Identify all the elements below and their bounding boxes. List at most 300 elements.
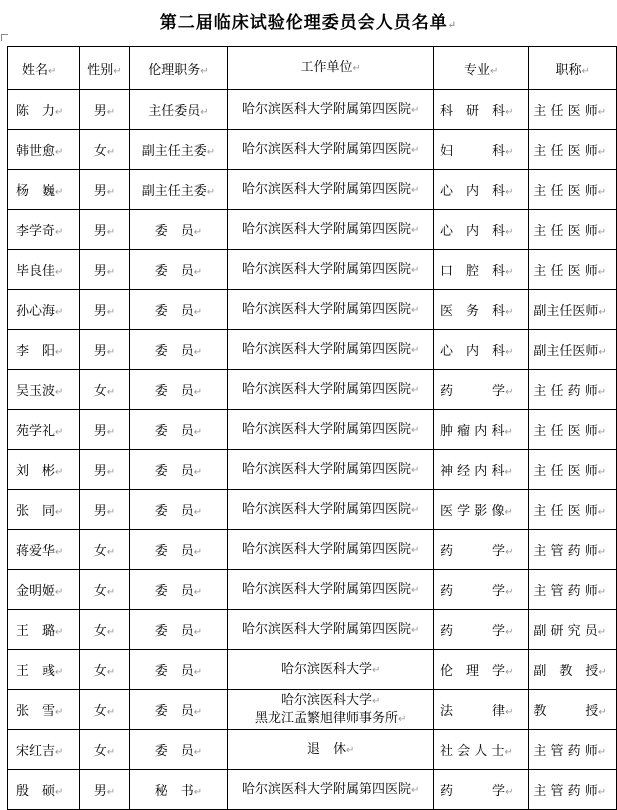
cell-title-text: 主 任 医 师 <box>533 144 598 159</box>
cell-mark: ↵ <box>193 467 203 478</box>
cell-name-text: 王 彧 <box>16 664 56 679</box>
cell-mark: ↵ <box>193 547 203 558</box>
cell-mark: ↵ <box>598 707 607 718</box>
cell-role-text: 委 员 <box>154 344 194 359</box>
cell-sex-text: 女 <box>93 744 107 759</box>
cell-name-text: 王 璐 <box>16 624 56 639</box>
cell-specialty <box>434 410 529 450</box>
cell-mark: ↵ <box>505 547 514 558</box>
cell-sex <box>80 290 129 330</box>
cell-mark: ↵ <box>193 307 203 318</box>
cell-mark: ↵ <box>505 267 514 278</box>
cell-mark: ↵ <box>505 227 514 238</box>
cell-work <box>228 570 434 610</box>
cell-work <box>228 770 434 810</box>
cell-work <box>228 730 434 770</box>
cell-name-text: 陈 力 <box>16 104 56 119</box>
cell-role-text: 委 员 <box>154 224 194 239</box>
work-unit-wrap <box>228 621 433 639</box>
cell-title-text: 主 管 药 师 <box>533 744 598 759</box>
cell-specialty <box>434 170 529 210</box>
cell-title <box>529 570 617 610</box>
cell-name-text: 苑学礼 <box>16 424 56 439</box>
cell-mark: ↵ <box>597 747 607 758</box>
cell-mark: ↵ <box>410 584 420 596</box>
cell-name <box>8 450 80 490</box>
work-unit-wrap <box>228 781 433 799</box>
cell-mark: ↵ <box>504 747 513 758</box>
table-row <box>8 530 617 570</box>
cell-name-text: 张 雪 <box>16 704 56 719</box>
cell-mark: ↵ <box>410 344 420 356</box>
cell-mark: ↵ <box>505 587 514 598</box>
work-unit-line: 哈尔滨医科大学附属第四医院 <box>241 421 411 437</box>
header-row <box>8 47 617 90</box>
cell-name-text: 蒋爱华 <box>16 544 56 559</box>
cell-specialty-text: 药 学 <box>440 584 506 599</box>
cell-mark: ↵ <box>410 304 420 316</box>
cell-mark: ↵ <box>345 744 355 756</box>
cell-mark: ↵ <box>597 587 607 598</box>
cell-title <box>529 330 617 370</box>
cell-mark: ↵ <box>106 507 116 518</box>
cell-mark: ↵ <box>106 307 116 318</box>
cell-mark: ↵ <box>598 347 607 358</box>
cell-mark: ↵ <box>597 507 607 518</box>
cell-mark: ↵ <box>193 507 203 518</box>
cell-mark: ↵ <box>410 504 420 516</box>
table-row <box>8 770 617 810</box>
cell-title-text: 主 任 药 师 <box>533 384 598 399</box>
cell-title-text: 副 教 授 <box>533 664 599 679</box>
cell-role <box>129 210 228 250</box>
cell-mark: ↵ <box>410 464 420 476</box>
cell-mark: ↵ <box>55 707 64 718</box>
cell-mark: ↵ <box>505 787 514 798</box>
cell-mark: ↵ <box>504 427 513 438</box>
cell-specialty-text: 药 学 <box>440 624 506 639</box>
cell-specialty-text: 伦 理 学 <box>440 664 506 679</box>
header-work-text: 工作单位 <box>300 60 353 75</box>
cell-sex-text: 女 <box>93 584 107 599</box>
cell-mark: ↵ <box>597 627 607 638</box>
cell-mark: ↵ <box>193 227 203 238</box>
cell-title-text: 主 任 医 师 <box>533 184 598 199</box>
cell-mark: ↵ <box>106 427 116 438</box>
cell-specialty <box>434 530 529 570</box>
table-row <box>8 610 617 650</box>
cell-name <box>8 690 80 730</box>
work-unit-line: 退 休 <box>306 741 346 757</box>
cell-name <box>8 490 80 530</box>
cell-title-text: 主 任 医 师 <box>533 104 598 119</box>
cell-title <box>529 770 617 810</box>
header-name-text: 姓名 <box>22 62 49 78</box>
cell-specialty <box>434 250 529 290</box>
work-unit-line: 哈尔滨医科大学附属第四医院 <box>241 781 411 797</box>
cell-specialty-text: 心 内 科 <box>440 224 506 239</box>
cell-specialty-text: 妇 科 <box>440 144 506 159</box>
cell-mark: ↵ <box>106 667 116 678</box>
table-row <box>8 130 617 170</box>
cell-sex <box>80 690 129 730</box>
header-sex <box>80 47 129 90</box>
page-corner-marker <box>1 34 8 41</box>
cell-mark: ↵ <box>55 587 64 598</box>
header-role-text: 伦理职务 <box>148 62 201 78</box>
cell-title <box>529 610 617 650</box>
cell-role <box>129 370 228 410</box>
cell-role-text: 委 员 <box>154 264 194 279</box>
work-unit-wrap <box>228 741 433 759</box>
cell-role <box>129 730 228 770</box>
cell-title <box>529 730 617 770</box>
cell-sex <box>80 570 129 610</box>
cell-work <box>228 250 434 290</box>
cell-title-text: 教 授 <box>533 704 599 719</box>
cell-sex <box>80 330 129 370</box>
cell-sex-text: 女 <box>93 144 107 159</box>
cell-name <box>8 130 80 170</box>
cell-title-text: 副 研 究 员 <box>533 624 598 639</box>
cell-sex-text: 男 <box>93 264 107 279</box>
cell-name <box>8 610 80 650</box>
cell-title-text: 副主任医师 <box>533 304 599 319</box>
cell-sex-text: 男 <box>93 184 107 199</box>
cell-name <box>8 770 80 810</box>
cell-specialty <box>434 770 529 810</box>
cell-name <box>8 410 80 450</box>
cell-role <box>129 290 228 330</box>
cell-mark: ↵ <box>505 147 514 158</box>
cell-specialty <box>434 450 529 490</box>
cell-specialty <box>434 210 529 250</box>
title-text: 第二届临床试验伦理委员会人员名单 <box>159 13 448 33</box>
cell-title-text: 主 任 医 师 <box>533 264 598 279</box>
cell-role <box>129 410 228 450</box>
cell-title-text: 主 管 药 师 <box>533 584 598 599</box>
cell-specialty <box>434 570 529 610</box>
cell-name-text: 张 同 <box>16 504 56 519</box>
cell-sex-text: 男 <box>93 344 107 359</box>
cell-mark: ↵ <box>371 664 381 676</box>
cell-title <box>529 290 617 330</box>
cell-sex-text: 男 <box>93 424 107 439</box>
cell-mark: ↵ <box>106 107 116 118</box>
cell-mark: ↵ <box>597 547 607 558</box>
cell-specialty <box>434 130 529 170</box>
cell-work <box>228 610 434 650</box>
cell-mark: ↵ <box>55 787 64 798</box>
cell-title-text: 主 管 药 师 <box>533 784 598 799</box>
cell-mark: ↵ <box>55 507 64 518</box>
cell-work <box>228 690 434 730</box>
cell-mark: ↵ <box>55 627 64 638</box>
cell-work <box>228 410 434 450</box>
header-title-text: 职称 <box>555 62 582 78</box>
cell-mark: ↵ <box>505 307 514 318</box>
cell-specialty <box>434 490 529 530</box>
work-unit-line: 哈尔滨医科大学附属第四医院 <box>241 141 411 157</box>
cell-work <box>228 90 434 130</box>
cell-mark: ↵ <box>193 787 203 798</box>
cell-mark: ↵ <box>504 507 513 518</box>
cell-role-text: 委 员 <box>154 624 194 639</box>
cell-mark: ↵ <box>597 227 607 238</box>
work-unit-wrap <box>228 221 433 239</box>
cell-mark: ↵ <box>106 587 116 598</box>
cell-mark: ↵ <box>200 65 209 77</box>
cell-mark: ↵ <box>193 267 203 278</box>
table-row <box>8 450 617 490</box>
cell-role-text: 秘 书 <box>154 784 194 799</box>
table-body <box>8 90 617 810</box>
cell-specialty <box>434 610 529 650</box>
cell-work <box>228 370 434 410</box>
table-row <box>8 690 617 730</box>
cell-mark: ↵ <box>193 707 203 718</box>
cell-role-text: 委 员 <box>154 664 194 679</box>
cell-sex <box>80 130 129 170</box>
work-unit-wrap <box>228 661 433 679</box>
cell-mark: ↵ <box>193 427 203 438</box>
table-row <box>8 370 617 410</box>
cell-sex <box>80 490 129 530</box>
cell-specialty-text: 药 学 <box>440 384 506 399</box>
cell-role <box>129 170 228 210</box>
cell-mark: ↵ <box>55 347 64 358</box>
work-unit-wrap <box>228 541 433 559</box>
cell-mark: ↵ <box>200 107 209 118</box>
cell-mark: ↵ <box>410 224 420 236</box>
cell-mark: ↵ <box>597 147 607 158</box>
cell-role <box>129 650 228 690</box>
cell-mark: ↵ <box>597 107 607 118</box>
cell-sex <box>80 210 129 250</box>
cell-role <box>129 610 228 650</box>
work-unit-line: 哈尔滨医科大学附属第四医院 <box>241 261 411 277</box>
cell-work <box>228 210 434 250</box>
cell-mark: ↵ <box>410 424 420 436</box>
cell-specialty-text: 科 研 科 <box>440 104 506 119</box>
cell-mark: ↵ <box>597 787 607 798</box>
cell-mark: ↵ <box>113 65 122 77</box>
cell-specialty-text: 法 律 <box>440 704 506 719</box>
work-unit-wrap <box>228 261 433 279</box>
cell-mark: ↵ <box>106 347 116 358</box>
cell-mark: ↵ <box>55 387 64 398</box>
cell-sex-text: 男 <box>93 104 107 119</box>
cell-role <box>129 330 228 370</box>
cell-sex-text: 女 <box>93 544 107 559</box>
cell-work <box>228 490 434 530</box>
cell-mark: ↵ <box>106 787 116 798</box>
header-name <box>8 47 80 90</box>
work-unit-line: 哈尔滨医科大学附属第四医院 <box>241 381 411 397</box>
cell-role-text: 副主任主委 <box>141 184 207 199</box>
cell-mark: ↵ <box>490 65 499 77</box>
cell-role <box>129 770 228 810</box>
cell-work <box>228 170 434 210</box>
work-unit-line: 哈尔滨医科大学附属第四医院 <box>241 621 411 637</box>
cell-role <box>129 90 228 130</box>
cell-specialty <box>434 330 529 370</box>
cell-mark: ↵ <box>55 267 64 278</box>
cell-mark: ↵ <box>410 264 420 276</box>
cell-title <box>529 130 617 170</box>
cell-specialty <box>434 730 529 770</box>
cell-mark: ↵ <box>410 144 420 156</box>
cell-mark: ↵ <box>206 187 216 198</box>
cell-mark: ↵ <box>597 427 607 438</box>
cell-mark: ↵ <box>55 187 64 198</box>
cell-title <box>529 410 617 450</box>
cell-name-text: 杨 巍 <box>16 184 56 199</box>
cell-mark: ↵ <box>55 547 64 558</box>
cell-title <box>529 450 617 490</box>
cell-specialty <box>434 690 529 730</box>
cell-mark: ↵ <box>352 63 361 74</box>
table-row <box>8 210 617 250</box>
work-unit-line: 哈尔滨医科大学附属第四医院 <box>241 181 411 197</box>
cell-name <box>8 90 80 130</box>
cell-work <box>228 650 434 690</box>
cell-sex <box>80 450 129 490</box>
cell-mark: ↵ <box>106 547 116 558</box>
cell-sex-text: 女 <box>93 384 107 399</box>
cell-mark: ↵ <box>55 107 64 118</box>
cell-sex-text: 女 <box>93 704 107 719</box>
work-unit-wrap <box>228 461 433 479</box>
cell-title <box>529 170 617 210</box>
cell-work <box>228 530 434 570</box>
cell-sex <box>80 770 129 810</box>
cell-mark: ↵ <box>505 707 514 718</box>
cell-name-text: 李学奇 <box>16 224 56 239</box>
paragraph-mark: ↵ <box>447 20 458 31</box>
cell-name <box>8 650 80 690</box>
cell-mark: ↵ <box>193 747 203 758</box>
header-sex-text: 性别 <box>87 62 114 78</box>
work-unit-line: 哈尔滨医科大学附属第四医院 <box>241 461 411 477</box>
table-row <box>8 290 617 330</box>
cell-name <box>8 250 80 290</box>
work-unit-line: 黑龙江孟繁旭律师事务所 <box>254 710 398 726</box>
cell-name <box>8 730 80 770</box>
cell-title <box>529 650 617 690</box>
cell-specialty-text: 社 会 人 士 <box>440 744 505 759</box>
header-spec-text: 专业 <box>464 62 491 78</box>
cell-role-text: 委 员 <box>154 384 194 399</box>
work-unit-line: 哈尔滨医科大学 <box>280 692 372 708</box>
work-unit-line: 哈尔滨医科大学附属第四医院 <box>241 501 411 517</box>
cell-name-text: 刘 彬 <box>16 464 56 479</box>
work-unit-line: 哈尔滨医科大学附属第四医院 <box>241 101 411 117</box>
cell-name-text: 李 阳 <box>16 344 56 359</box>
cell-role <box>129 570 228 610</box>
table-row <box>8 90 617 130</box>
cell-mark: ↵ <box>48 65 57 77</box>
work-unit-wrap <box>228 421 433 439</box>
cell-specialty-text: 药 学 <box>440 544 506 559</box>
cell-role-text: 委 员 <box>154 744 194 759</box>
cell-work <box>228 450 434 490</box>
work-unit-wrap <box>228 341 433 359</box>
work-unit-line: 哈尔滨医科大学附属第四医院 <box>241 341 411 357</box>
cell-role-text: 委 员 <box>154 584 194 599</box>
cell-mark: ↵ <box>106 227 116 238</box>
cell-role-text: 委 员 <box>154 504 194 519</box>
cell-title-text: 主 管 药 师 <box>533 544 598 559</box>
work-unit-line: 哈尔滨医科大学附属第四医院 <box>241 221 411 237</box>
cell-mark: ↵ <box>193 347 203 358</box>
work-unit-line: 哈尔滨医科大学附属第四医院 <box>241 541 411 557</box>
cell-mark: ↵ <box>106 187 116 198</box>
cell-specialty-text: 神 经 内 科 <box>440 464 505 479</box>
cell-mark: ↵ <box>55 747 64 758</box>
cell-sex <box>80 170 129 210</box>
cell-specialty-text: 药 学 <box>440 784 506 799</box>
cell-role <box>129 250 228 290</box>
cell-title <box>529 370 617 410</box>
cell-specialty <box>434 370 529 410</box>
cell-mark: ↵ <box>106 467 116 478</box>
cell-name-text: 殷 硕 <box>16 784 56 799</box>
work-unit-wrap <box>228 141 433 159</box>
cell-sex-text: 男 <box>93 504 107 519</box>
cell-mark: ↵ <box>106 627 116 638</box>
cell-mark: ↵ <box>106 387 116 398</box>
cell-name-text: 韩世愈 <box>16 144 56 159</box>
header-spec <box>434 47 529 90</box>
table-row <box>8 410 617 450</box>
cell-sex-text: 男 <box>93 304 107 319</box>
work-unit-wrap <box>228 501 433 519</box>
cell-specialty-text: 医 学 影 像 <box>440 504 505 519</box>
cell-role-text: 委 员 <box>154 544 194 559</box>
cell-name <box>8 210 80 250</box>
cell-role <box>129 450 228 490</box>
header-role <box>129 47 228 90</box>
work-unit-wrap <box>228 710 433 728</box>
cell-mark: ↵ <box>505 187 514 198</box>
cell-role-text: 委 员 <box>154 464 194 479</box>
work-unit-wrap <box>228 301 433 319</box>
cell-title-text: 主 任 医 师 <box>533 504 598 519</box>
cell-sex-text: 男 <box>93 464 107 479</box>
table-row <box>8 170 617 210</box>
cell-mark: ↵ <box>598 667 607 678</box>
cell-sex <box>80 650 129 690</box>
work-unit-wrap <box>228 692 433 710</box>
cell-sex-text: 女 <box>93 664 107 679</box>
cell-mark: ↵ <box>55 427 64 438</box>
cell-mark: ↵ <box>193 587 203 598</box>
cell-sex <box>80 610 129 650</box>
work-unit-line: 哈尔滨医科大学附属第四医院 <box>241 581 411 597</box>
cell-role-text: 委 员 <box>154 304 194 319</box>
cell-title-text: 主 任 医 师 <box>533 224 598 239</box>
work-unit-line: 哈尔滨医科大学 <box>280 661 372 677</box>
cell-mark: ↵ <box>106 747 116 758</box>
work-unit-line: 哈尔滨医科大学附属第四医院 <box>241 301 411 317</box>
work-unit-wrap <box>228 101 433 119</box>
cell-role <box>129 130 228 170</box>
cell-name <box>8 330 80 370</box>
cell-mark: ↵ <box>193 667 203 678</box>
cell-mark: ↵ <box>106 147 116 158</box>
cell-role <box>129 690 228 730</box>
